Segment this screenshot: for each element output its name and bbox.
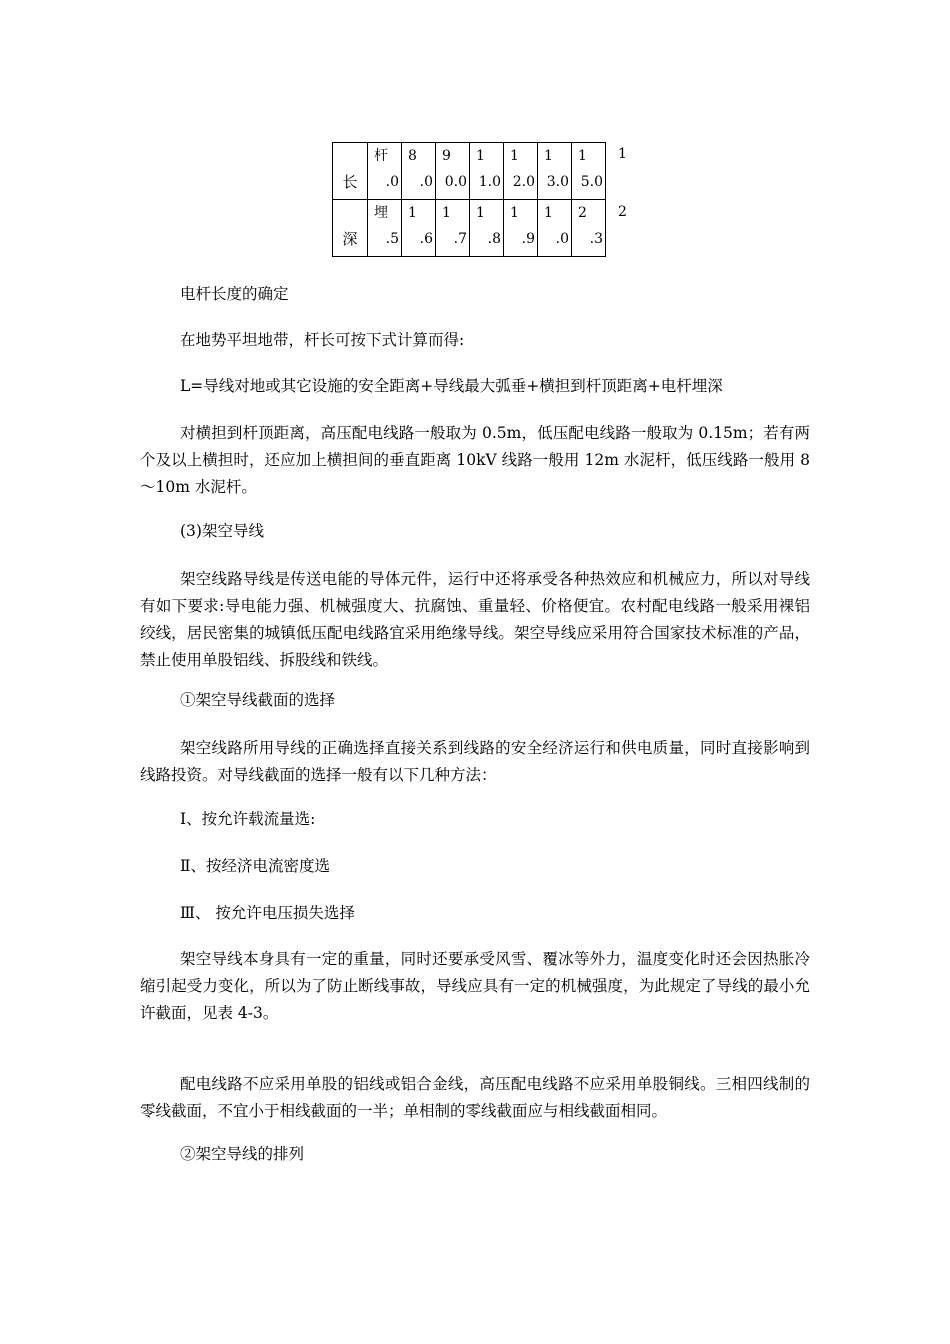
pole-table xyxy=(332,142,606,257)
table-cell: 9 0.0 xyxy=(436,143,470,200)
paragraph-neutral-conductor: 配电线路不应采用单股的铝线或铝合金线，高压配电线路不应采用单股铜线。三相四线制的零线截面，不宜小于相线截面的一半；单相制的零线截面应与相线截面相同。 xyxy=(140,1075,810,1120)
row-label-length: 长 xyxy=(333,143,368,200)
table-row-depth xyxy=(333,200,606,257)
paragraph-formula: L=导线对地或其它设施的安全距离+导线最大弧垂+横担到杆顶距离+电杆埋深 xyxy=(180,377,723,395)
method-item-3: Ⅲ、 按允许电压损失选择 xyxy=(180,904,355,922)
method-item-1: Ⅰ、按允许载流量选: xyxy=(180,810,316,828)
table-cell: 2 .3 xyxy=(572,200,606,257)
table-cell: 1 .6 xyxy=(402,200,436,257)
paragraph-overhead-conductor: 架空线路导线是传送电能的导体元件，运行中还将承受各种热效应和机械应力，所以对导线有如下要求:导电能力强、机械强度大、抗腐蚀、重量轻、价格便宜。农村配电线路一般采用裸铝绞线，居民密集的城镇低压配电线路宜采用绝缘导线。架空导线应采用符合国家技术标准的产品，禁止使用单股铝线、拆股线和铁线。 xyxy=(140,570,810,669)
paragraph-crossarm: 对横担到杆顶距离，高压配电线路一般取为 0.5m，低压配电线路一般取为 0.15m；若有两个及以上横担时，还应加上横担间的垂直距离 10kV 线路一般用 12m 水泥杆，低压线路一般用 8～10m 水泥杆。 xyxy=(140,424,810,496)
table-cell: 1 2.0 xyxy=(504,143,538,200)
table-trailing-digit-2: 2 xyxy=(618,204,627,220)
table-cell: 1 3.0 xyxy=(538,143,572,200)
heading-overhead-conductor: (3)架空导线 xyxy=(180,522,264,540)
paragraph-section-selection: 架空线路所用导线的正确选择直接关系到线路的安全经济运行和供电质量，同时直接影响到线路投资。对导线截面的选择一般有以下几种方法： xyxy=(140,739,810,784)
table-cell: 1 .9 xyxy=(504,200,538,257)
heading-section-selection: ①架空导线截面的选择 xyxy=(180,691,336,709)
table-cell: 1 5.0 xyxy=(572,143,606,200)
table-cell: 埋 .5 xyxy=(368,200,402,257)
table-row-length xyxy=(333,143,606,200)
paragraph-flat-terrain: 在地势平坦地带，杆长可按下式计算而得: xyxy=(180,331,465,349)
heading-conductor-arrangement: ②架空导线的排列 xyxy=(180,1145,305,1163)
table-cell: 1 1.0 xyxy=(470,143,504,200)
table-cell: 1 .8 xyxy=(470,200,504,257)
method-item-2: Ⅱ、按经济电流密度选 xyxy=(180,857,331,875)
table-cell: 1 .7 xyxy=(436,200,470,257)
table-trailing-digit-1: 1 xyxy=(618,146,627,162)
row-label-depth: 深 xyxy=(333,200,368,257)
table-cell: 杆 .0 xyxy=(368,143,402,200)
pole-length-table xyxy=(332,142,606,257)
paragraph-mechanical-strength: 架空导线本身具有一定的重量，同时还要承受风雪、覆冰等外力，温度变化时还会因热胀冷缩引起受力变化，所以为了防止断线事故，导线应具有一定的机械强度，为此规定了导线的最小允许截面，见表 4-3。 xyxy=(140,950,810,1022)
table-cell: 1 .0 xyxy=(538,200,572,257)
table-cell: 8 .0 xyxy=(402,143,436,200)
heading-pole-length: 电杆长度的确定 xyxy=(180,285,289,303)
